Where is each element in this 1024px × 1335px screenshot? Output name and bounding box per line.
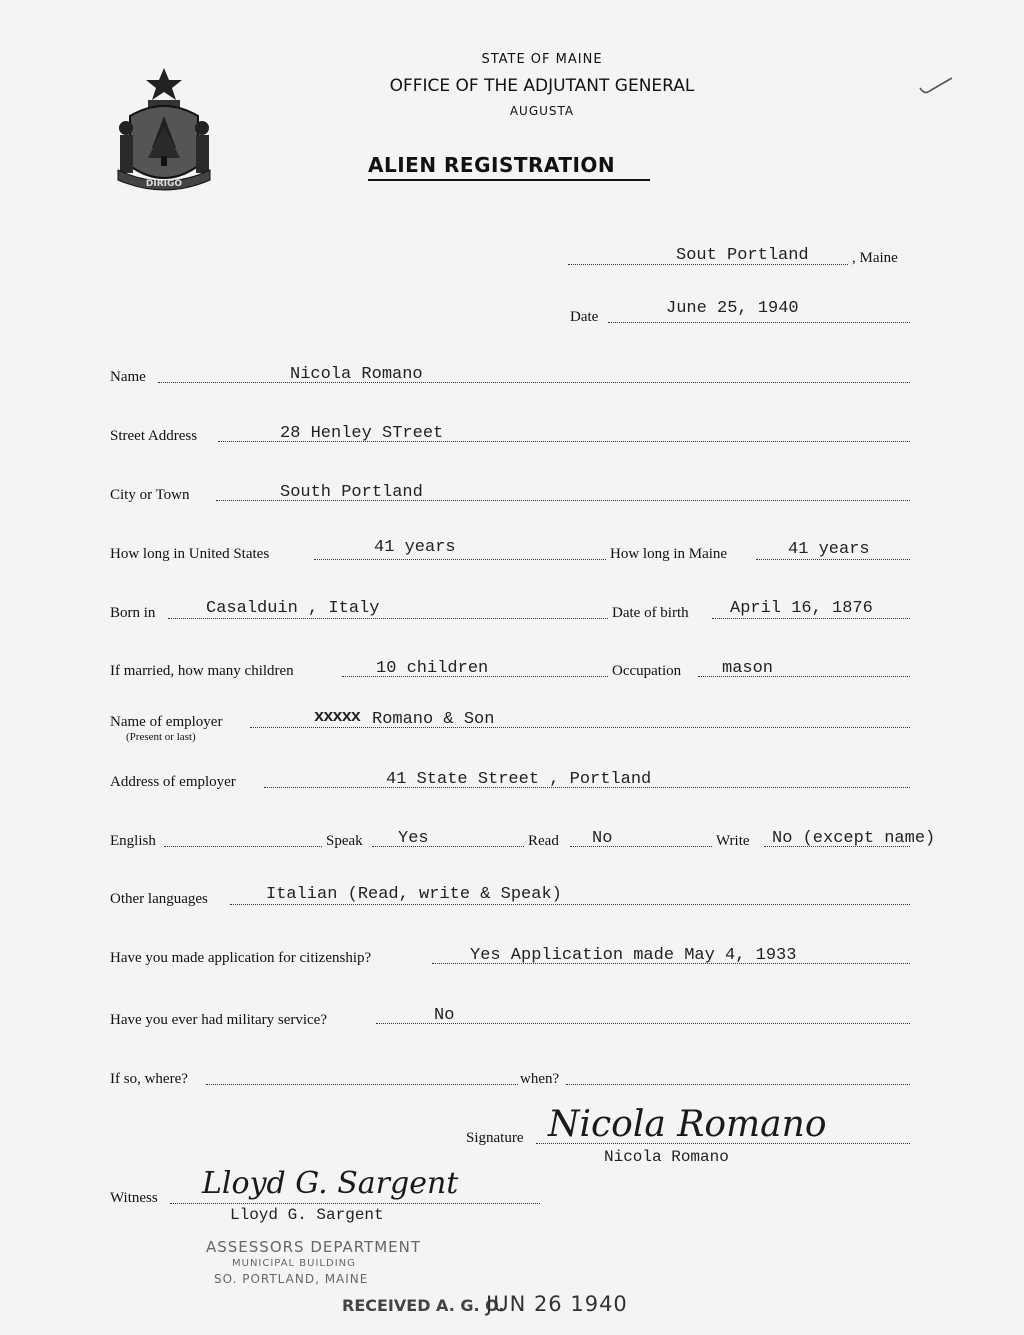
city-value: South Portland xyxy=(280,483,423,502)
us-duration-label: How long in United States xyxy=(110,546,270,562)
other-languages-value: Italian (Read, write & Speak) xyxy=(266,885,562,904)
employer-struck-text: xxxxx xyxy=(314,708,361,727)
assessors-stamp-line3: SO. PORTLAND, MAINE xyxy=(214,1272,369,1286)
read-label: Read xyxy=(528,833,559,849)
other-languages-label: Other languages xyxy=(110,891,208,907)
assessors-stamp-line1: ASSESSORS DEPARTMENT xyxy=(206,1238,422,1256)
office-heading: OFFICE OF THE ADJUTANT GENERAL xyxy=(389,76,695,96)
maine-duration-label: How long in Maine xyxy=(610,546,728,562)
signature-label: Signature xyxy=(466,1130,524,1146)
birthdate-value: April 16, 1876 xyxy=(730,599,873,618)
employer-value: Romano & Son xyxy=(372,710,495,729)
signature-typed-name: Nicola Romano xyxy=(604,1148,729,1166)
witness-typed-name: Lloyd G. Sargent xyxy=(230,1206,384,1224)
english-label: English xyxy=(110,833,156,849)
occupation-value: mason xyxy=(722,659,774,678)
occupation-label: Occupation xyxy=(612,663,682,679)
citizenship-label: Have you made application for citizenship? xyxy=(110,950,372,966)
military-label: Have you ever had military service? xyxy=(110,1012,327,1028)
where-label: If so, where? xyxy=(110,1071,188,1087)
military-value: No xyxy=(434,1006,455,1025)
citizenship-value: Yes Application made May 4, 1933 xyxy=(470,946,797,965)
english-dotted-line xyxy=(164,846,322,847)
maine-duration-dotted-line xyxy=(756,559,910,560)
date-value: June 25, 1940 xyxy=(666,299,799,318)
when-dotted-line xyxy=(566,1084,910,1085)
employer-address-label: Address of employer xyxy=(110,774,236,790)
children-label: If married, how many children xyxy=(110,663,294,679)
when-label: when? xyxy=(520,1071,560,1087)
date-label: Date xyxy=(570,309,599,325)
employer-sublabel: (Present or last) xyxy=(126,731,196,743)
state-heading: STATE OF MAINE xyxy=(481,52,603,67)
assessors-stamp-line2: MUNICIPAL BUILDING xyxy=(232,1258,356,1269)
street-label: Street Address xyxy=(110,428,198,444)
military-dotted-line xyxy=(376,1023,910,1024)
place-suffix: , Maine xyxy=(852,250,898,266)
speak-dotted-line xyxy=(372,846,524,847)
speak-label: Speak xyxy=(326,833,363,849)
city-heading: AUGUSTA xyxy=(509,104,575,118)
witness-label: Witness xyxy=(110,1190,158,1206)
seal-motto: DIRIGO xyxy=(145,179,183,189)
other-languages-dotted-line xyxy=(230,904,910,905)
signature-handwritten: Nicola Romano xyxy=(548,1104,827,1145)
form-title: ALIEN REGISTRATION xyxy=(368,153,616,177)
received-stamp: RECEIVED A. G. O. xyxy=(342,1296,505,1315)
where-dotted-line xyxy=(206,1084,518,1085)
us-duration-dotted-line xyxy=(314,559,606,560)
date-dotted-line xyxy=(608,322,910,323)
witness-handwritten: Lloyd G. Sargent xyxy=(202,1166,459,1201)
name-value: Nicola Romano xyxy=(290,365,423,384)
employer-dotted-line xyxy=(250,727,910,728)
name-dotted-line xyxy=(158,382,910,383)
read-value: No xyxy=(592,829,613,848)
employer-label: Name of employer xyxy=(110,714,223,730)
speak-value: Yes xyxy=(398,829,429,848)
place-value: Sout Portland xyxy=(676,246,809,265)
title-underline xyxy=(368,179,650,181)
city-label: City or Town xyxy=(110,487,190,503)
received-date-stamp: JUN 26 1940 xyxy=(486,1292,628,1316)
name-label: Name xyxy=(110,369,146,385)
write-value: No (except name) xyxy=(772,829,936,848)
birthplace-value: Casalduin , Italy xyxy=(206,599,380,618)
birthplace-dotted-line xyxy=(168,618,608,619)
birthdate-dotted-line xyxy=(712,618,910,619)
birthdate-label: Date of birth xyxy=(612,605,689,621)
maine-duration-value: 41 years xyxy=(788,540,870,559)
children-value: 10 children xyxy=(376,659,489,678)
witness-dotted-line xyxy=(170,1203,540,1204)
us-duration-value: 41 years xyxy=(374,538,456,557)
write-label: Write xyxy=(716,833,750,849)
street-value: 28 Henley STreet xyxy=(280,424,444,443)
birthplace-label: Born in xyxy=(110,605,156,621)
employer-address-value: 41 State Street , Portland xyxy=(386,770,652,789)
